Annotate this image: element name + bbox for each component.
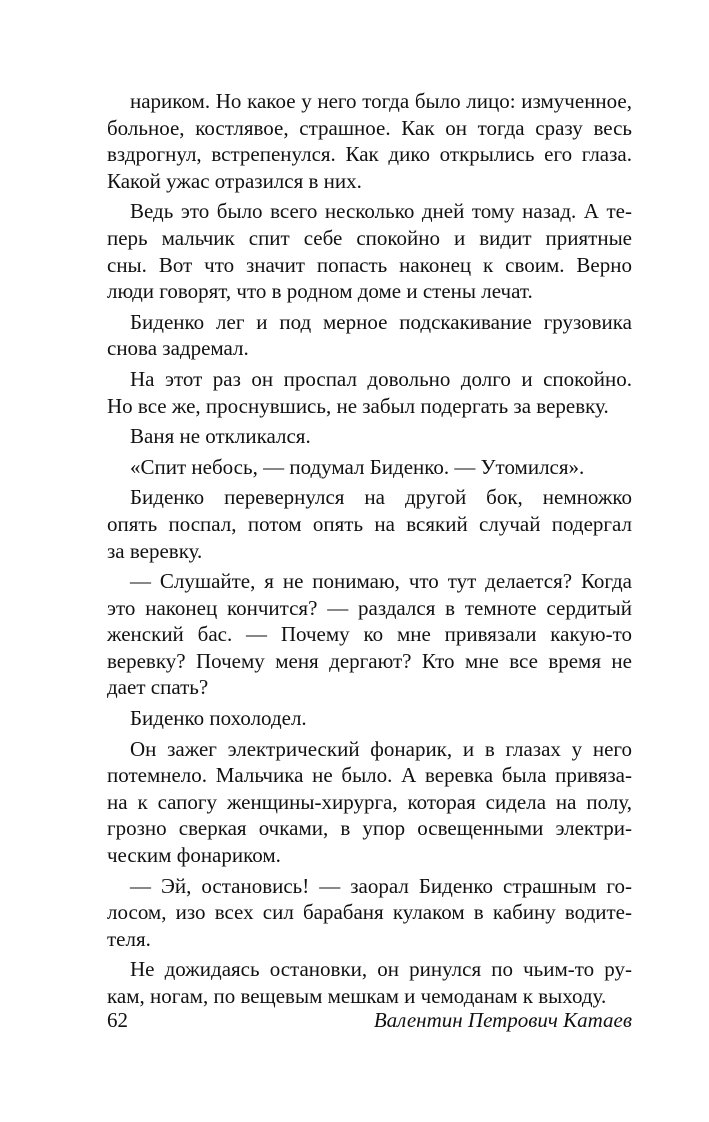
text-line: опять поспал, потом опять на всякий случай подергал bbox=[107, 511, 632, 536]
running-author: Валентин Петрович Катаев bbox=[373, 1008, 632, 1032]
paragraph bbox=[107, 873, 632, 953]
page-number: 62 bbox=[107, 1008, 128, 1032]
paragraph bbox=[107, 484, 632, 564]
text-line: Биденко лег и под мерное подскакивание грузовика bbox=[130, 309, 632, 334]
text-line: потемнело. Мальчика не было. А веревка была привяза- bbox=[107, 763, 632, 788]
text-line: это наконец кончится? — раздался в темноте сердитый bbox=[107, 595, 632, 620]
text-line: веревку? Почему меня дергают? Кто мне все время не bbox=[107, 648, 632, 673]
page-footer bbox=[107, 1008, 632, 1038]
paragraph bbox=[107, 309, 632, 362]
paragraph bbox=[107, 198, 632, 304]
text-line: кам, ногам, по вещевым мешкам и чемоданам к выходу. bbox=[107, 984, 607, 1008]
text-line: вздрогнул, встрепенулся. Как дико открылись его глаза. bbox=[107, 142, 632, 167]
text-line: Какой ужас отразился в них. bbox=[107, 168, 362, 193]
text-line: Не дожидаясь остановки, он ринулся по чьим-то ру- bbox=[130, 957, 632, 982]
text-line: больное, костлявое, страшное. Как он тогда сразу весь bbox=[107, 115, 632, 140]
paragraph bbox=[107, 454, 632, 481]
paragraph bbox=[107, 705, 632, 732]
body-text bbox=[107, 88, 632, 1010]
text-line: дает спать? bbox=[107, 675, 209, 700]
text-line: ческим фонариком. bbox=[107, 843, 281, 868]
paragraph bbox=[107, 423, 632, 450]
text-line: за веревку. bbox=[107, 538, 203, 563]
text-line: — Эй, остановись! — заорал Биденко страшным го- bbox=[130, 873, 632, 898]
text-line: нариком. Но какое у него тогда было лицо: измученное, bbox=[130, 89, 632, 113]
paragraph bbox=[107, 956, 632, 1009]
text-line: Биденко похолодел. bbox=[130, 706, 307, 731]
text-line: перь мальчик спит себе спокойно и видит приятные bbox=[107, 225, 632, 250]
text-line: на к сапогу женщины-хирурга, которая сидела на полу, bbox=[107, 789, 632, 814]
paragraph bbox=[107, 736, 632, 869]
text-line: женский бас. — Почему ко мне привязали какую-то bbox=[107, 622, 632, 647]
text-line: снова задремал. bbox=[107, 336, 249, 361]
text-line: Но все же, проснувшись, не забыл подергать за веревку. bbox=[107, 393, 609, 418]
text-line: грозно сверкая очками, в упор освещенными электри- bbox=[107, 816, 632, 841]
text-line: сны. Вот что значит попасть наконец к своим. Верно bbox=[107, 252, 632, 277]
text-line: теля. bbox=[107, 926, 151, 951]
paragraph bbox=[107, 88, 632, 194]
text-line: — Слушайте, я не понимаю, что тут делается? Когда bbox=[130, 569, 632, 594]
paragraph bbox=[107, 366, 632, 419]
text-line: На этот раз он проспал довольно долго и спокойно. bbox=[130, 366, 632, 391]
text-line: Ведь это было всего несколько дней тому назад. А те- bbox=[130, 199, 632, 224]
text-line: Он зажег электрический фонарик, и в глазах у него bbox=[130, 736, 632, 761]
text-line: Биденко перевернулся на другой бок, немножко bbox=[130, 485, 632, 510]
text-line: Ваня не откликался. bbox=[130, 424, 311, 449]
text-line: люди говорят, что в родном доме и стены лечат. bbox=[107, 279, 533, 304]
text-line: «Спит небось, — подумал Биденко. — Утомился». bbox=[130, 454, 585, 479]
text-line: лосом, изо всех сил барабаня кулаком в кабину водите- bbox=[107, 900, 632, 925]
paragraph bbox=[107, 568, 632, 701]
